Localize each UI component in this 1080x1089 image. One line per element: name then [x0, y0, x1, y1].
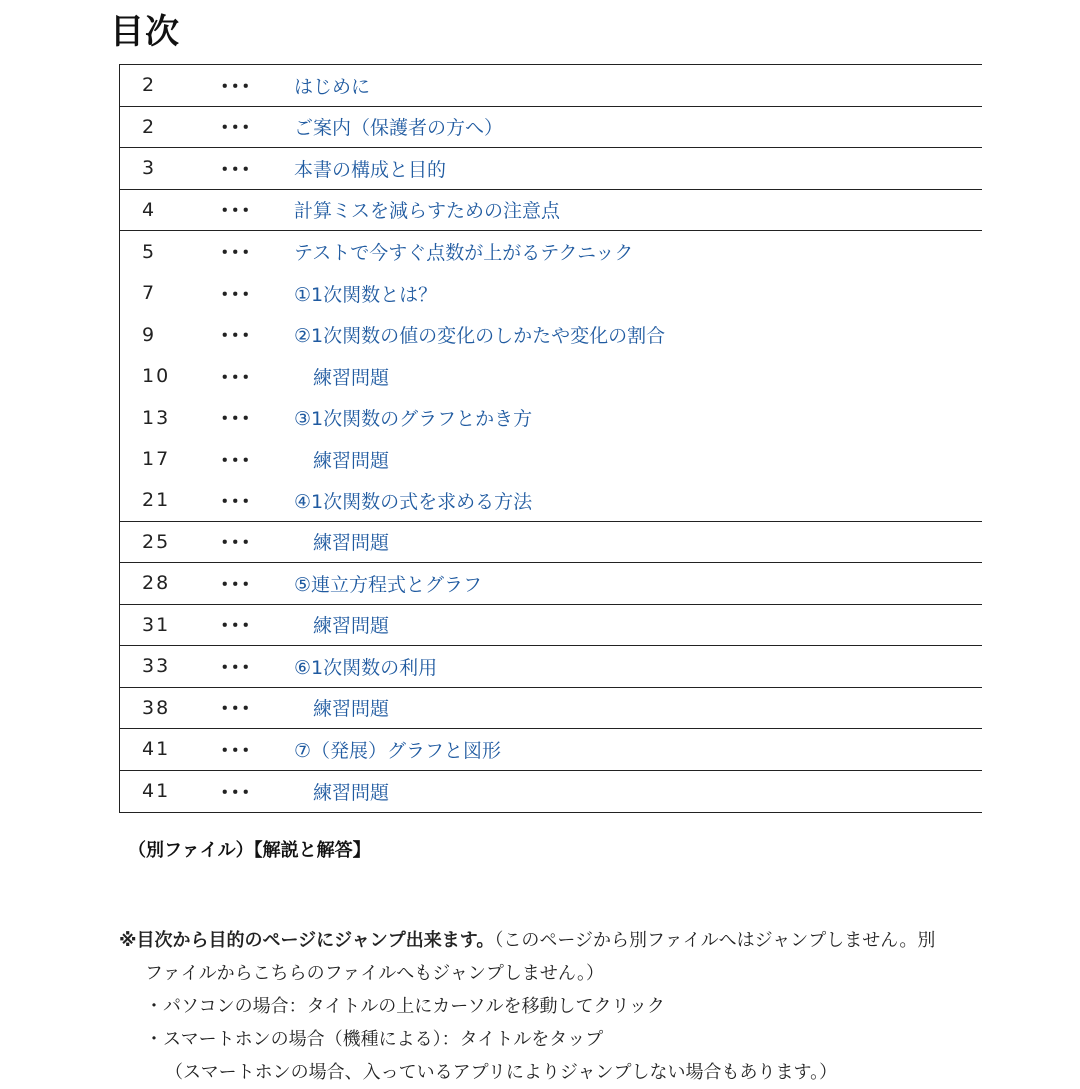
toc-page-number: 2 — [142, 74, 157, 97]
toc-row — [120, 273, 982, 315]
toc-row — [120, 397, 982, 439]
toc-row — [120, 231, 982, 273]
toc-row — [120, 356, 982, 398]
toc-leader-dots: ･･･ — [220, 117, 252, 140]
note-line-pc: ・パソコンの場合：タイトルの上にカーソルを移動してクリック — [145, 996, 665, 1017]
toc-row — [120, 729, 982, 771]
toc-page-number: 38 — [142, 696, 171, 719]
toc-page-number: 28 — [142, 572, 171, 595]
toc-leader-dots: ･･･ — [220, 698, 252, 721]
note-line-2: ファイルからこちらのファイルへもジャンプしません。） — [145, 963, 604, 984]
toc-leader-dots: ･･･ — [220, 739, 252, 762]
toc-row — [120, 148, 982, 190]
table-of-contents — [119, 64, 982, 813]
toc-link[interactable]: テストで今すぐ点数が上がるテクニック — [294, 242, 634, 265]
appendix-label: （別ファイル）【解説と解答】 — [128, 840, 371, 861]
toc-row — [120, 439, 982, 481]
page-title: 目次 — [110, 12, 180, 52]
navigation-note — [119, 924, 1019, 1089]
toc-leader-dots: ･･･ — [220, 781, 252, 804]
toc-link[interactable]: はじめに — [294, 75, 371, 98]
note-line-smartphone: ・スマートホンの場合（機種による）：タイトルをタップ — [145, 1029, 604, 1050]
toc-leader-dots: ･･･ — [220, 158, 252, 181]
toc-leader-dots: ･･･ — [220, 283, 252, 306]
toc-link[interactable]: 練習問題 — [313, 781, 390, 804]
toc-link[interactable]: 練習問題 — [313, 449, 390, 472]
toc-page-number: 4 — [142, 198, 157, 221]
toc-page-number: 9 — [142, 323, 157, 346]
toc-link[interactable]: 計算ミスを減らすための注意点 — [294, 200, 561, 223]
toc-row — [120, 107, 982, 149]
toc-page-number: 10 — [142, 365, 171, 388]
toc-page-number: 13 — [142, 406, 171, 429]
toc-row — [120, 314, 982, 356]
note-line-1 — [119, 924, 1019, 957]
toc-link[interactable]: 練習問題 — [313, 698, 390, 721]
toc-link[interactable]: 練習問題 — [313, 532, 390, 555]
toc-leader-dots: ･･･ — [220, 573, 252, 596]
toc-link[interactable]: ⑦（発展）グラフと図形 — [294, 739, 502, 762]
toc-page-number: 3 — [142, 157, 157, 180]
toc-row — [120, 190, 982, 232]
toc-page-number: 5 — [142, 240, 157, 263]
toc-page-number: 41 — [142, 738, 171, 761]
toc-row — [120, 563, 982, 605]
toc-link[interactable]: ④1次関数の式を求める方法 — [294, 490, 533, 513]
toc-page-number: 33 — [142, 655, 171, 678]
toc-row — [120, 646, 982, 688]
toc-row — [120, 605, 982, 647]
toc-link[interactable]: 練習問題 — [313, 615, 390, 638]
toc-link[interactable]: ①1次関数とは？ — [294, 283, 438, 306]
toc-page-number: 21 — [142, 489, 171, 512]
toc-row — [120, 522, 982, 564]
toc-page-number: 7 — [142, 282, 157, 305]
note-lead: ※目次から目的のページにジャンプ出来ます。 — [119, 930, 495, 951]
toc-leader-dots: ･･･ — [220, 408, 252, 431]
toc-link[interactable]: ③1次関数のグラフとかき方 — [294, 408, 533, 431]
toc-row — [120, 65, 982, 107]
toc-leader-dots: ･･･ — [220, 366, 252, 389]
toc-leader-dots: ･･･ — [220, 615, 252, 638]
toc-row — [120, 771, 982, 813]
toc-page-number: 25 — [142, 530, 171, 553]
toc-link[interactable]: 本書の構成と目的 — [294, 158, 447, 181]
toc-page-number: 2 — [142, 115, 157, 138]
toc-link[interactable]: ご案内（保護者の方へ） — [294, 117, 504, 140]
toc-link[interactable]: ②1次関数の値の変化のしかたや変化の割合 — [294, 325, 666, 348]
toc-leader-dots: ･･･ — [220, 325, 252, 348]
toc-row — [120, 688, 982, 730]
toc-link[interactable]: 練習問題 — [313, 366, 390, 389]
toc-leader-dots: ･･･ — [220, 656, 252, 679]
toc-leader-dots: ･･･ — [220, 242, 252, 265]
toc-leader-dots: ･･･ — [220, 449, 252, 472]
note-line-smartphone-caveat: （スマートホンの場合、入っているアプリによりジャンプしない場合もあります。） — [165, 1062, 838, 1083]
toc-row — [120, 480, 982, 522]
toc-leader-dots: ･･･ — [220, 532, 252, 555]
toc-link[interactable]: ⑤連立方程式とグラフ — [294, 573, 483, 596]
toc-leader-dots: ･･･ — [220, 490, 252, 513]
note-line-1-rest: （このページから別ファイルへはジャンプしません。別 — [494, 930, 936, 951]
toc-leader-dots: ･･･ — [220, 200, 252, 223]
toc-leader-dots: ･･･ — [220, 75, 252, 98]
toc-page-number: 17 — [142, 448, 171, 471]
toc-page-number: 31 — [142, 613, 171, 636]
toc-page-number: 41 — [142, 780, 171, 803]
toc-link[interactable]: ⑥1次関数の利用 — [294, 656, 438, 679]
